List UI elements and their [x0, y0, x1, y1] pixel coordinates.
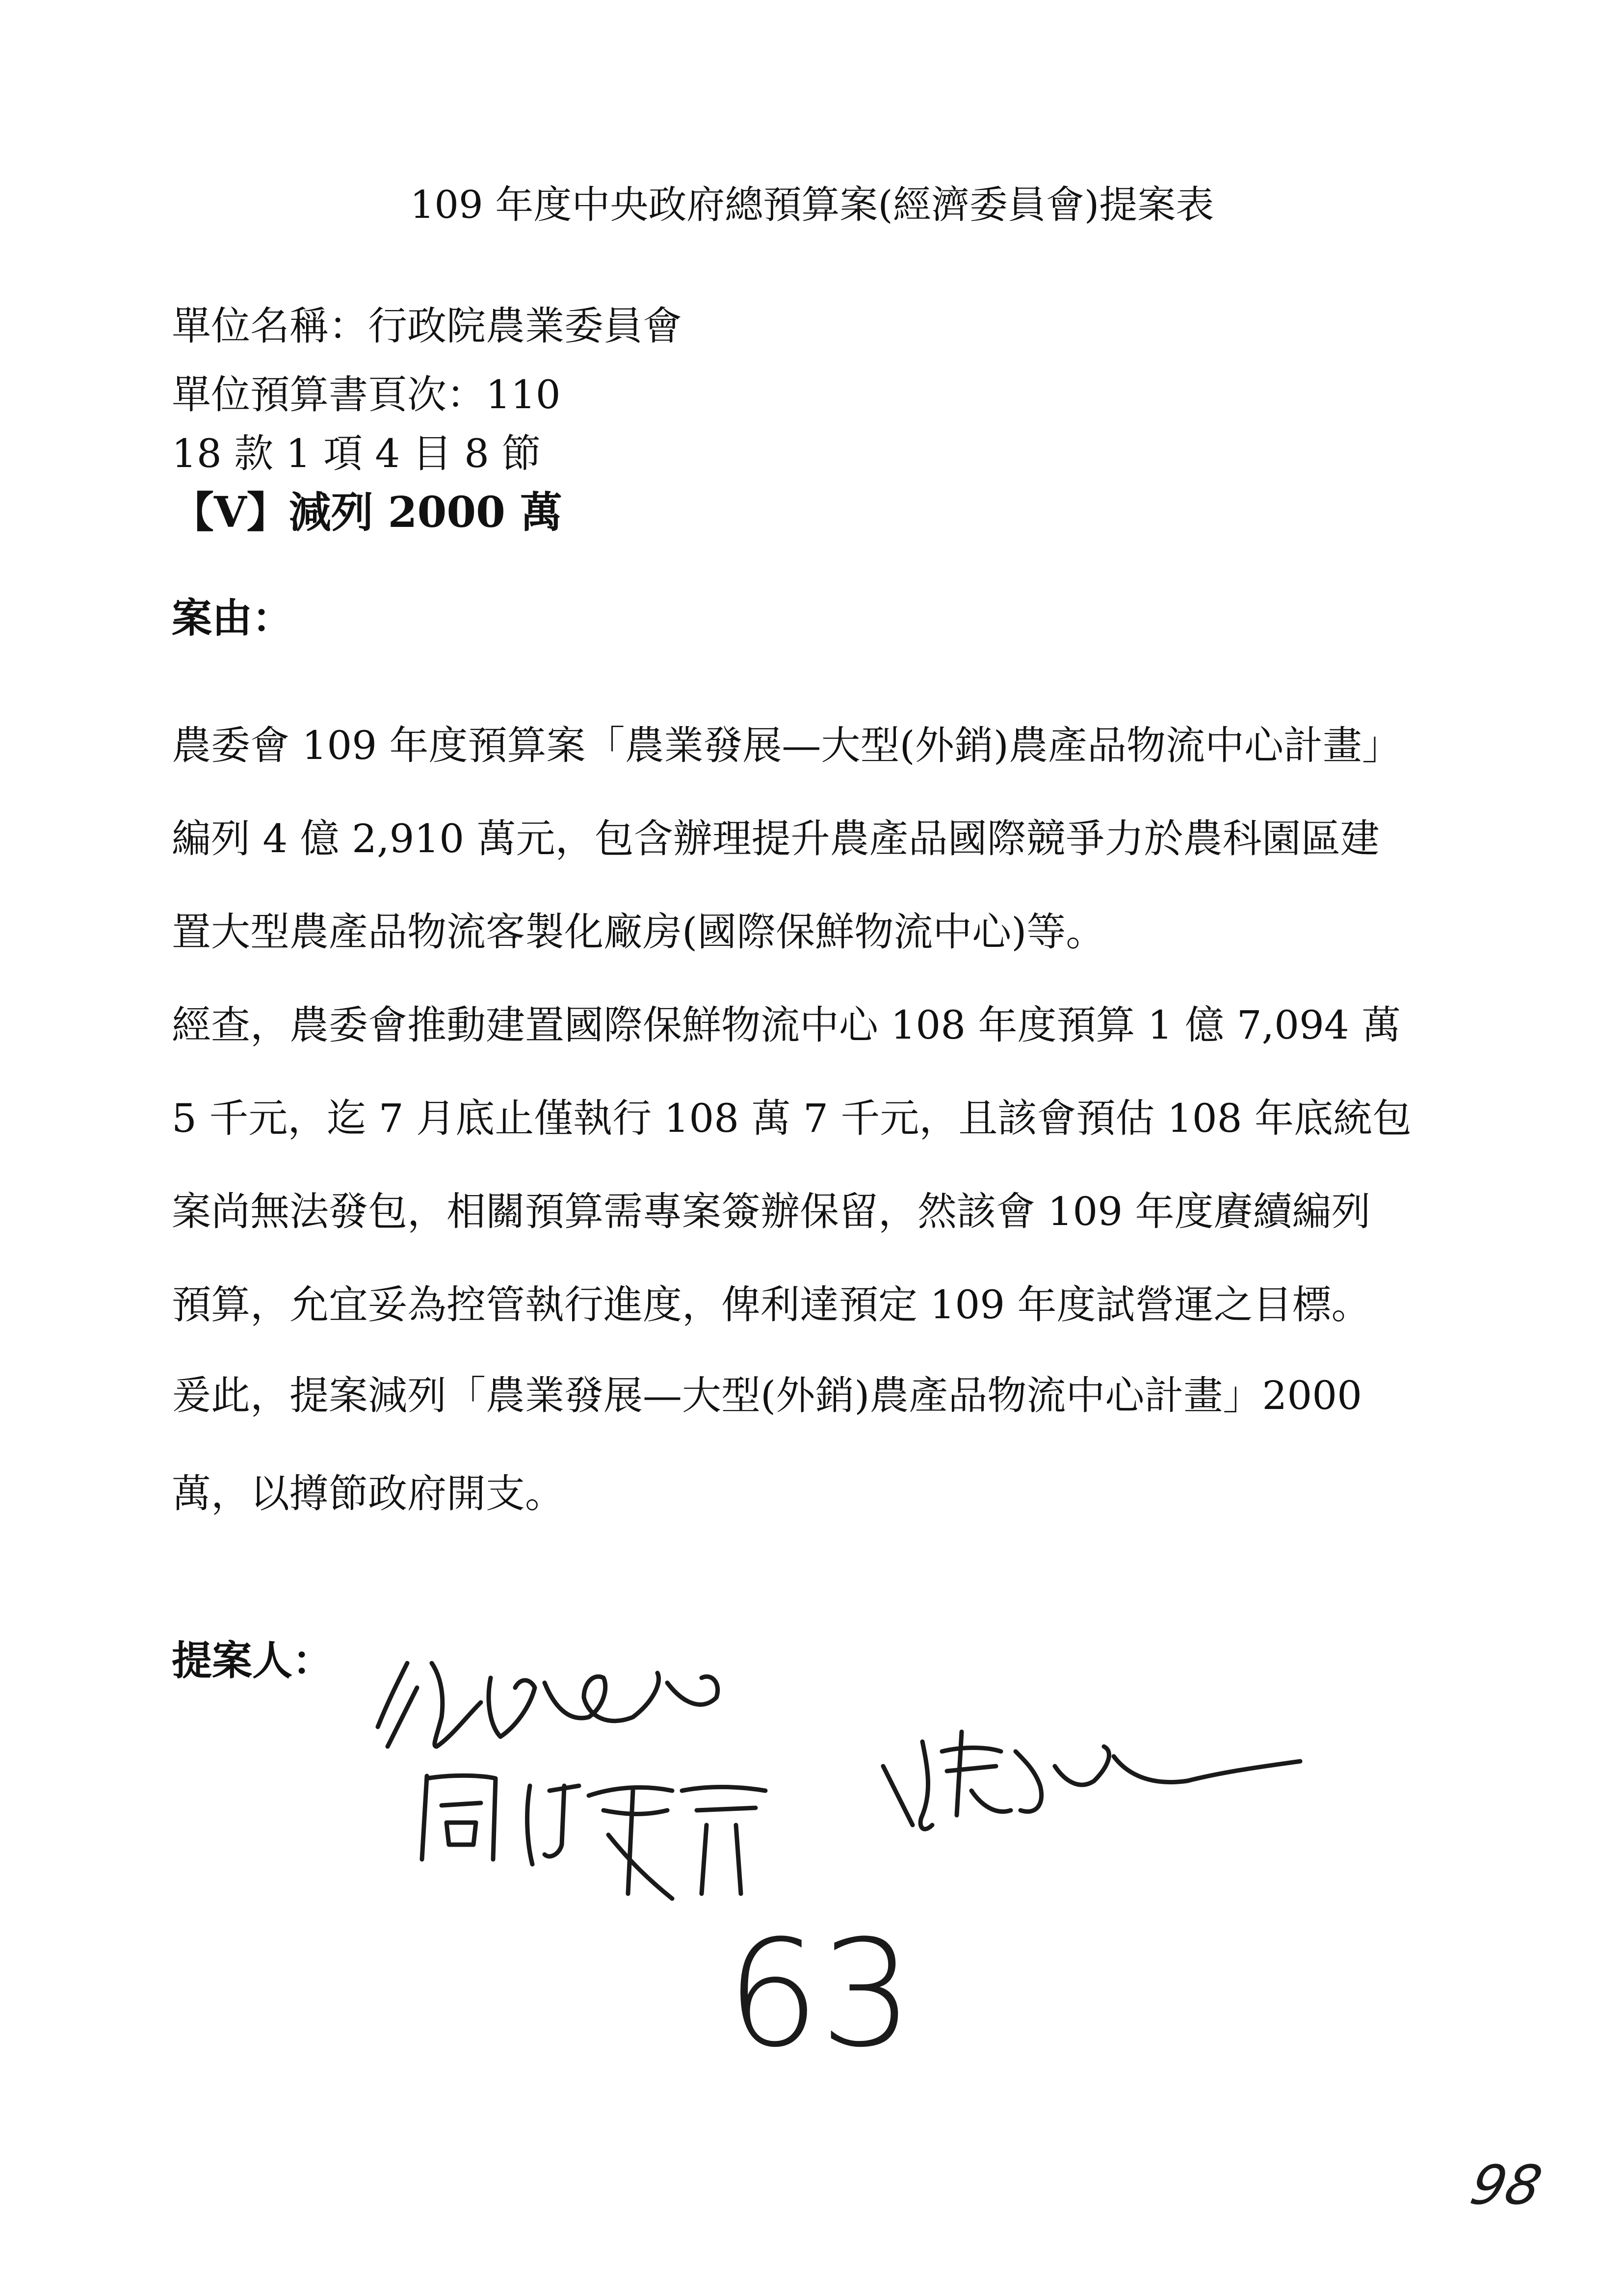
handwritten-number: 63: [726, 1908, 914, 2080]
body-line: 案尚無法發包，相關預算需專案簽辦保留，然該會 109 年度賡續編列: [172, 1189, 1371, 1234]
body-line: 農委會 109 年度預算案「農業發展—大型(外銷)農產品物流中心計畫」: [172, 723, 1401, 768]
body-line: 萬，以撙節政府開支。: [172, 1471, 564, 1516]
reduction-amount: 【V】減列 2000 萬: [172, 488, 562, 537]
signature-3: [883, 1732, 1300, 1829]
body-line: 預算，允宜妥為控管執行進度，俾利達預定 109 年度試營運之目標。: [172, 1282, 1371, 1328]
unit-name: 單位名稱：行政院農業委員會: [172, 303, 682, 349]
signature-2: [422, 1775, 765, 1899]
body-line: 5 千元，迄 7 月底止僅執行 108 萬 7 千元，且該會預估 108 年底統包: [172, 1096, 1412, 1141]
budget-reference: 18 款 1 項 4 目 8 節: [172, 431, 541, 476]
document-title: 109 年度中央政府總預算案(經濟委員會)提案表: [410, 183, 1214, 227]
body-line: 經查，農委會推動建置國際保鮮物流中心 108 年度預算 1 億 7,094 萬: [172, 1002, 1401, 1048]
unit-budget-page: 單位預算書頁次：110: [172, 372, 561, 417]
signature-1: [378, 1663, 718, 1747]
page-number: 98: [1465, 2154, 1547, 2217]
body-line: 置大型農產品物流客製化廠房(國際保鮮物流中心)等。: [172, 909, 1105, 955]
body-line: 編列 4 億 2,910 萬元，包含辦理提升農產品國際競爭力於農科園區建: [172, 816, 1380, 861]
body-line: 爰此，提案減列「農業發展—大型(外銷)農產品物流中心計畫」2000: [172, 1373, 1362, 1418]
reason-heading: 案由：: [172, 595, 293, 642]
proposer-label: 提案人：: [172, 1637, 333, 1684]
